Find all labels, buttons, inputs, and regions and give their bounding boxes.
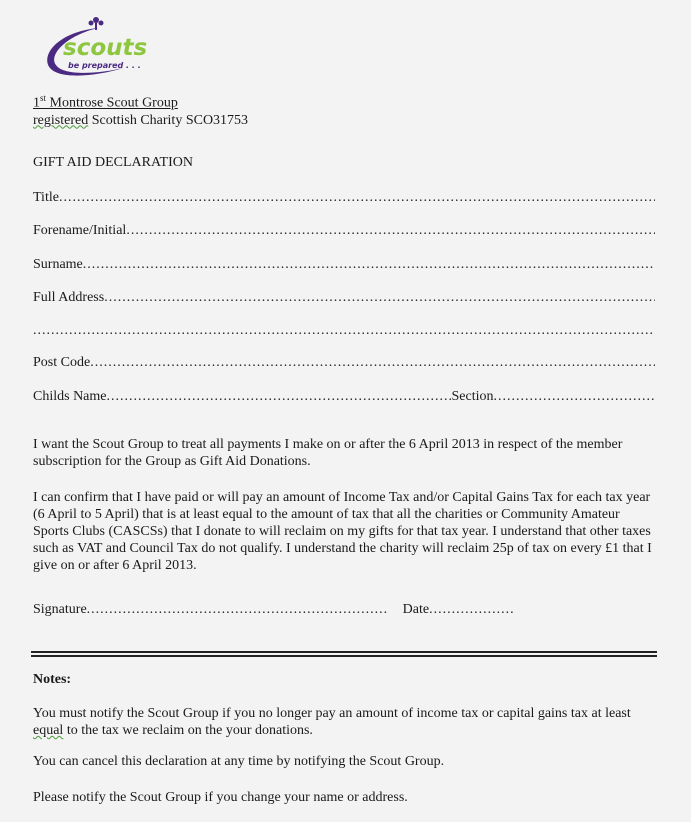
divider [31,651,657,657]
note-3: Please notify the Scout Group if you change your name or address. [33,790,408,805]
svg-text:be prepared . . .: be prepared . . . [68,61,141,70]
signature-date-field[interactable]: Signature ..... Date ..... [33,601,513,618]
date-label: Date [402,602,430,617]
scouts-logo-icon [38,10,168,80]
page-title: GIFT AID DECLARATION [33,155,193,170]
declaration-paragraph-1: I want the Scout Group to treat all payments I make on or after the 6 April 2013 in respect of the member subscription for the Group as Gift Aid Donations. [33,437,623,469]
child-section-field[interactable]: Childs Name ..... Section ..... [33,388,655,405]
address-field[interactable]: Full Address ..... [33,289,655,306]
organisation-details [33,90,248,129]
note-1: You must notify the Scout Group if you no longer pay an amount of income tax or capital gains tax at least equal to the tax we reclaim on the your donations. [33,706,631,738]
group-name: 1st Montrose Scout Group [33,93,178,111]
surname-field[interactable]: Surname ..... [33,256,655,273]
notes-heading: Notes: [33,672,72,687]
title-field[interactable]: Title ..... [33,189,655,206]
declaration-paragraph-2: I can confirm that I have paid or will pay an amount of Income Tax and/or Capital Gains Tax for each tax year (6 April to 5 April) that is at least equal to the amount of tax that all the charities or Community Amateur Sports Clubs (CASCSs) that I donate to will reclaim on my gifts for that tax year. I understand that other taxes such as VAT and Council Tax do not qualify. I understand the charity will reclaim 25p of tax on every £1 that I give on or after 6 April 2013. [33,490,652,573]
charity-registration: registered Scottish Charity SCO31753 [33,112,249,128]
address-field-line2[interactable] [33,322,655,339]
scouts-logo [38,10,168,80]
section-label: Section [451,389,494,404]
note-2: You can cancel this declaration at any time by notifying the Scout Group. [33,754,445,769]
svg-text:scouts: scouts [63,35,148,61]
forename-field[interactable]: Forename/Initial ..... [33,222,655,239]
postcode-field[interactable]: Post Code ..... [33,354,655,371]
